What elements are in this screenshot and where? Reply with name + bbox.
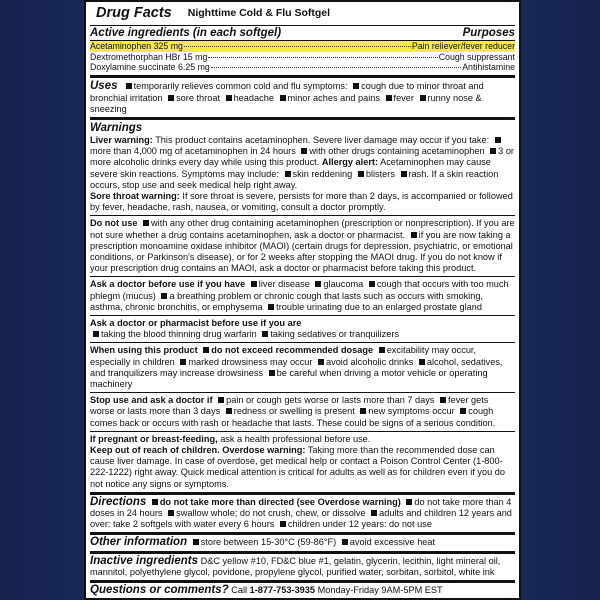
ingredient-purpose: Pain reliever/fever reducer bbox=[411, 41, 515, 51]
ingredient-row bbox=[90, 41, 515, 52]
uses-section bbox=[90, 80, 515, 115]
purposes-heading: Purposes bbox=[462, 27, 515, 39]
sore-throat-warning: Sore throat warning: If sore throat is severe, persists for more than 2 days, is accompanied or followed by fever, headache, rash, nausea, or vomiting, consult a doctor promptly. bbox=[90, 190, 513, 213]
inactive-ingredients-section: Inactive ingredients D&C yellow #10, FD&C blue #1, gelatin, glycerin, lecithin, light mineral oil, mannitol, polyethylene glycol, povidone, propylene glycol, purified water, sorbitan, sorbitol, white ink bbox=[90, 554, 501, 577]
other-info-heading: Other information bbox=[90, 536, 188, 549]
other-info-section: Other information store between 15-30°C (59-86°F) avoid excessive heat bbox=[90, 536, 436, 549]
warnings-heading: Warnings bbox=[90, 121, 143, 134]
active-ingredients-heading: Active ingredients (in each softgel) bbox=[90, 27, 282, 39]
directions-heading: Directions bbox=[90, 495, 147, 508]
drug-facts-title: Drug Facts bbox=[96, 4, 172, 21]
product-name: Nighttime Cold & Flu Softgel bbox=[187, 6, 331, 19]
use-item: cough due to minor throat and bronchial irritation bbox=[90, 80, 484, 103]
ask-pharmacist-section: Ask a doctor or pharmacist before use if you are taking the blood thinning drug warfarin taking sedatives or tranquilizers bbox=[90, 317, 400, 340]
ingredient-name: Dextromethorphan HBr 15 mg bbox=[90, 51, 208, 62]
drug-facts-panel bbox=[84, 0, 521, 600]
use-item: headache bbox=[233, 92, 274, 103]
use-item: minor aches and pains bbox=[287, 92, 380, 103]
liver-warning: Liver warning: This product contains acetaminophen. Severe liver damage may occur if you take: more than 4,000 mg of acetaminophen in 24 hours with other drugs containing acetaminophen 3 or more alcoholic drinks every day while using this product. Allergy alert: Acetaminophen may cause severe skin reactions. Symptoms may include: skin reddening blisters rash. If a skin reaction occurs, stop use and seek medical help right away. bbox=[90, 134, 514, 190]
uses-heading: Uses bbox=[90, 79, 118, 92]
questions-section: Questions or comments? Call 1-877-753-3935 Monday-Friday 9AM-5PM EST bbox=[90, 584, 443, 597]
use-item: sore throat bbox=[176, 92, 220, 103]
use-item: runny nose & sneezing bbox=[90, 92, 482, 114]
ingredient-purpose: Antihistamine bbox=[462, 62, 515, 72]
pregnancy-warning: If pregnant or breast-feeding, ask a health professional before use. bbox=[90, 433, 371, 444]
phone-number: 1-877-753-3935 bbox=[249, 585, 316, 596]
ingredient-row bbox=[90, 52, 515, 63]
inactive-ingredients-heading: Inactive ingredients bbox=[90, 554, 199, 567]
do-not-use-section: Do not use with any other drug containing acetaminophen (prescription or nonprescription). If you are not sure whether a drug contains acetaminophen, ask a doctor or pharmacist. if you are now taking a prescription monoamine oxidase inhibitor (MAOI) (certain drugs for depression, psychiatric, or emotional conditions, or Parkinson's disease), or for 2 weeks after stopping the MAOI drug. If you do not know if your prescription drug contains an MAOI, ask a doctor or pharmacist before taking this product. bbox=[90, 218, 515, 274]
stop-use-section: Stop use and ask a doctor if pain or cough gets worse or lasts more than 7 days fever gets worse or lasts more than 3 days redness or swelling is present new symptoms occur cough comes back or occurs with rash or headache that lasts. These could be signs of a serious condition. bbox=[90, 395, 496, 428]
ask-doctor-section: Ask a doctor before use if you have liver disease glaucoma cough that occurs with too much phlegm (mucus) a breathing problem or chronic cough that lasts such as occurs with smoking, asthma, chronic bronchitis, or emphysema trouble urinating due to an enlarged prostate gland bbox=[90, 279, 509, 312]
drug-facts-header bbox=[90, 2, 515, 26]
overdose-warning: Keep out of reach of children. Overdose warning: Taking more than the recommended dose can cause liver damage. In case of overdose, get medical help or contact a Poison Control Center (1-800-222-1222) right away. Quick medical attention is critical for adults as well as for children even if you do not notice any signs or symptoms. bbox=[90, 444, 505, 489]
active-ingredients-header bbox=[90, 27, 515, 40]
ingredient-name: Acetaminophen 325 mg bbox=[90, 41, 183, 51]
questions-heading: Questions or comments? bbox=[90, 584, 229, 597]
use-item: fever bbox=[393, 92, 414, 103]
directions-section: Directions do not take more than directed (see Overdose warning) do not take more than 4 doses in 24 hours swallow whole; do not crush, chew, or dissolve adults and children 12 years and over: take 2 softgels with water every 6 hours children under 12 years: do not use bbox=[90, 495, 512, 530]
ingredient-row bbox=[90, 62, 515, 73]
ingredient-name: Doxylamine succinate 6.25 mg bbox=[90, 62, 210, 72]
uses-lead: temporarily relieves common cold and flu symptoms: bbox=[133, 80, 348, 91]
ingredient-purpose: Cough suppressant bbox=[438, 51, 515, 62]
when-using-section: When using this product do not exceed recommended dosage excitability may occur, especially in children marked drowsiness may occur avoid alcoholic drinks alcohol, sedatives, and tranquilizers may increase drowsiness be careful when driving a motor vehicle or operating machinery bbox=[90, 345, 503, 389]
